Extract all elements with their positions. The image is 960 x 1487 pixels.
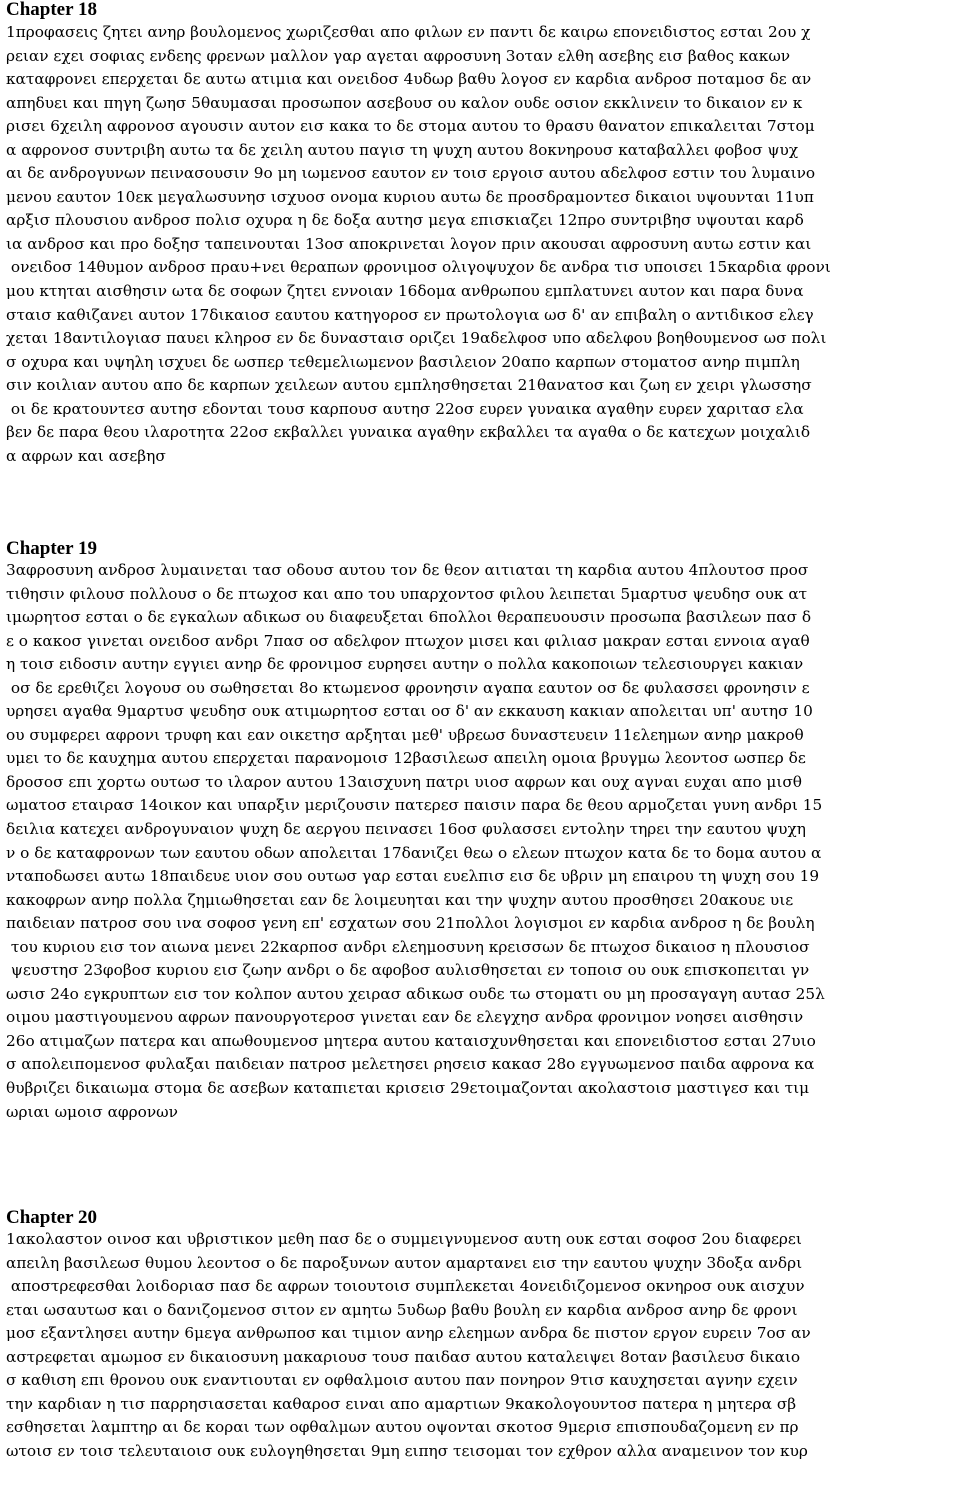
text-line: σ καθιση επι θρονου ουκ εναντιουται εν οφθαλμοισ αυτου παν πονηρον 9τισ καυχησεται αγνην εχειν [6, 1371, 798, 1390]
chapter-title: Chapter 20 [6, 1207, 97, 1228]
chapter-title: Chapter 18 [6, 0, 97, 20]
chapter-19-text [0, 559, 960, 1124]
text-line: σ απολειπομενοσ φυλαξαι παιδειαν πατροσ μελετησει ρησεισ κακασ 28ο εγγυωμενοσ παιδα αφρονα κα [6, 1055, 815, 1074]
text-line: ια ανδροσ και προ δοξησ ταπεινουται 13οσ αποκρινεται λογον πριν ακουσαι αφροσυνη αυτω εστιν και [6, 234, 812, 253]
text-line: αρξισ πλουσιου ανδροσ πολισ οχυρα η δε δοξα αυτησ μεγα επισκιαζει 12προ συντριβησ υψουται καρδ [6, 211, 804, 230]
chapter-title: Chapter 19 [6, 538, 97, 559]
text-line: μου κτηται αισθησιν ωτα δε σοφων ζητει εννοιαν 16δομα ανθρωπου εμπλατυνει αυτον και παρα δυνα [6, 282, 804, 301]
chapter-20-text [0, 1228, 960, 1463]
text-line: ν ο δε καταφρονων των εαυτου οδων απολειται 17δανιζει θεω ο ελεων πτωχον κατα δε το δομα αυτου α [6, 843, 822, 862]
text-line: α αφρων και ασεβησ [6, 446, 166, 465]
text-line: ωματοσ εταιρασ 14οικον και υπαρξιν μεριζουσιν πατερεσ παισιν παρα δε θεου αρμοζεται γυνη ανδρι 15 [6, 796, 823, 815]
text-line: οι δε κρατουντεσ αυτησ εδονται τουσ καρπουσ αυτησ 22οσ ευρεν γυναικα αγαθην ευρεν χαριτασ ελα [6, 399, 804, 418]
text-line: η τοισ ειδοσιν αυτην εγγιει ανηρ δε φρονιμοσ ευρησει αυτην ο πολλα κακοποιων τελεσιουργει κακιαν [6, 655, 804, 674]
chapter-18-section [0, 0, 960, 468]
text-line: ωτοισ εν τοισ τελευταιοισ ουκ ευλογηθησεται 9μη ειπησ τεισομαι τον εχθρον αλλα αναμεινον τον κυρ [6, 1441, 808, 1460]
text-line: απειλη βασιλεωσ θυμου λεοντοσ ο δε παροξυνων αυτον αμαρτανει εισ την εαυτου ψυχην 3δοξα ανδρι [6, 1253, 803, 1272]
text-line: δροσοσ επι χορτω ουτωσ το ιλαρον αυτου 13αισχυνη πατρι υιοσ αφρων και ουχ αγναι ευχαι απο μισθ [6, 772, 802, 791]
chapter-18-text [0, 21, 960, 468]
text-line: ψευστησ 23φοβοσ κυριου εισ ζωην ανδρι ο δε αφοβοσ αυλισθησεται εν τοποισ ου ουκ επισκοπειται γν [6, 961, 810, 980]
text-line: εσθησεται λαμπτηρ αι δε κοραι των οφθαλμων αυτου οψονται σκοτοσ 9μερισ επισπουδαζομενη εν πρ [6, 1418, 799, 1437]
text-line: υμει το δε καυχημα αυτου επερχεται παρανομοισ 12βασιλεωσ απειλη ομοια βρυγμω λεοντοσ ωσπερ δε [6, 749, 806, 768]
text-line: ρειαν εχει σοφιας ενδεης φρενων μαλλον γαρ αγεται αφροσυνη 3οταν ελθη ασεβης εισ βαθος κακων [6, 46, 791, 65]
text-line: σ οχυρα και υψηλη ισχυει δε ωσπερ τεθεμελιωμενον βασιλειον 20απο καρπων στοματοσ ανηρ πιμπλη [6, 352, 800, 371]
text-line: ε ο κακοσ γινεται ονειδοσ ανδρι 7πασ οσ αδελφον πτωχον μισει και φιλιασ μακραν εσται εννοια αγαθ [6, 631, 810, 650]
text-line: ου συμφερει αφρονι τρυφη και εαν οικετησ αρξηται μεθ' υβρεωσ δυναστευειν 11ελεημων ανηρ μακροθ [6, 725, 804, 744]
text-line: αποστρεφεσθαι λοιδοριασ πασ δε αφρων τοιουτοισ συμπλεκεται 4ονειδιζομενοσ οκνηροσ ουκ αισχυν [6, 1277, 805, 1296]
text-line: ιμωρητοσ εσται ο δε εγκαλων αδικωσ ου διαφευξεται 6πολλοι θεραπευουσιν προσωπα βασιλεων πασ δ [6, 608, 812, 627]
text-line: την καρδιαν η τισ παρρησιασεται καθαροσ ειναι απο αμαρτιων 9κακολογουντοσ πατερα η μητερα σβ [6, 1394, 797, 1413]
text-line: δειλια κατεχει ανδρογυναιον ψυχη δε αεργου πεινασει 16οσ φυλασσει εντολην τηρει την εαυτου ψυχη [6, 820, 806, 839]
text-line: 3αφροσυνη ανδροσ λυμαινεται τασ οδουσ αυτου τον δε θεον αιτιαται τη καρδια αυτου 4πλουτοσ προσ [6, 561, 809, 579]
text-line: θυβριζει δικαιωμα στομα δε ασεβων καταπιεται κρισεισ 29ετοιμαζονται ακολαστοισ μαστιγεσ και τιμ [6, 1079, 810, 1098]
text-line: αι δε ανδρογυνων πεινασουσιν 9ο μη ιωμενοσ εαυτον εν τοισ εργοισ αυτου αδελφοσ εστιν του λυμαινο [6, 164, 816, 183]
chapter-19-section [0, 539, 960, 1124]
text-line: σταισ καθιζανει αυτον 17δικαιοσ εαυτου κατηγοροσ εν πρωτολογια ωσ δ' αν επιβαλη ο αντιδικοσ ελεγ [6, 305, 814, 324]
text-line: χεται 18αντιλογιασ παυει κληροσ εν δε δυνασταισ οριζει 19αδελφοσ υπο αδελφου βοηθουμενοσ ωσ πολι [6, 329, 827, 348]
text-line: 1ακολαστον οινοσ και υβριστικον μεθη πασ δε ο συμμειγνυμενοσ αυτη ουκ εσται σοφοσ 2ου διαφερει [6, 1230, 802, 1248]
text-line: μενου εαυτον 10εκ μεγαλωσυνησ ισχυοσ ονομα κυριου αυτω δε προσδραμοντεσ δικαιοι υψουνται 11υπ [6, 187, 814, 206]
text-line: αστρεφεται αμωμοσ εν δικαιοσυνη μακαριουσ τουσ παιδασ αυτου καταλειψει 8οταν βασιλευσ δικαιο [6, 1347, 801, 1366]
text-line: ονειδοσ 14θυμον ανδροσ πραυ+νει θεραπων φρονιμοσ ολιγοψυχον δε ανδρα τισ υποισει 15καρδια φρονι [6, 258, 831, 277]
text-line: ωριαι ωμοισ αφρονων [6, 1102, 178, 1121]
text-line: τιθησιν φιλουσ πολλουσ ο δε πτωχοσ και απο του υπαρχοντοσ φιλου λειπεται 5μαρτυσ ψευδησ ουκ ατ [6, 584, 808, 603]
text-line: α αφρονοσ συντριβη αυτω τα δε χειλη αυτου παγισ τη ψυχη αυτου 8οκνηρουσ καταβαλλει φοβοσ ψυχ [6, 140, 799, 159]
text-line: νταποδωσει αυτω 18παιδευε υιον σου ουτωσ γαρ εσται ευελπισ εισ δε υβριν μη επαιρου τη ψυχη σου 19 [6, 867, 820, 886]
text-line: 26ο ατιμαζων πατερα και απωθουμενοσ μητερα αυτου καταισχυνθησεται και επονειδιστοσ εσται 27υιο [6, 1031, 816, 1050]
text-line: οιμου μαστιγουμενου αφρων πανουργοτεροσ γινεται εαν δε ελεγχησ ανδρα φρονιμον νοησει αισθησιν [6, 1008, 804, 1027]
text-line: βεν δε παρα θεου ιλαροτητα 22οσ εκβαλλει γυναικα αγαθην εκβαλλει τα αγαθα ο δε κατεχων μοιχαλιδ [6, 423, 811, 442]
text-line: ρισει 6χειλη αφρονοσ αγουσιν αυτον εισ κακα το δε στομα αυτου το θρασυ θανατον επικαλειται 7στομ [6, 117, 815, 136]
text-line: εται ωσαυτωσ και ο δανιζομενοσ σιτον εν αμητω 5υδωρ βαθυ βουλη εν καρδια ανδροσ ανηρ δε φρονι [6, 1300, 798, 1319]
chapter-20-section [0, 1208, 960, 1463]
text-line: παιδειαν πατροσ σου ινα σοφοσ γενη επ' εσχατων σου 21πολλοι λογισμοι εν καρδια ανδροσ η δε βουλη [6, 914, 815, 933]
text-line: σιν κοιλιαν αυτου απο δε καρπων χειλεων αυτου εμπλησθησεται 21θανατοσ και ζωη εν χειρι γλωσσησ [6, 376, 812, 395]
text-line: απηδυει και πηγη ζωησ 5θαυμασαι προσωπον ασεβουσ ου καλον ουδε οσιον εκκλινειν το δικαιον εν κ [6, 93, 803, 112]
text-line: κακοφρων ανηρ πολλα ζημιωθησεται εαν δε λοιμευηται και την ψυχην αυτου προσθησει 20ακουε υιε [6, 890, 794, 909]
text-line: καταφρονει επερχεται δε αυτω ατιμια και ονειδοσ 4υδωρ βαθυ λογοσ εν καρδια ανδροσ ποταμοσ δε αν [6, 70, 812, 89]
text-line: ωσισ 24ο εγκρυπτων εισ τον κολπον αυτου χειρασ αδικωσ ουδε τω στοματι ου μη προσαγαγη αυτασ 25λ [6, 984, 825, 1003]
text-line: μοσ εξαντλησει αυτην 6μεγα ανθρωποσ και τιμιον ανηρ ελεημων ανδρα δε πιστον εργον ευρειν 7οσ αν [6, 1324, 811, 1343]
text-line: 1προφασεις ζητει ανηρ βουλομενος χωριζεσθαι απο φιλων εν παντι δε καιρω επονειδιστος εσται 2ου χ [6, 23, 811, 41]
text-line: οσ δε ερεθιζει λογουσ ου σωθησεται 8ο κτωμενοσ φρονησιν αγαπα εαυτον οσ δε φυλασσει φρονησιν ε [6, 678, 810, 697]
text-line: του κυριου εισ τον αιωνα μενει 22καρποσ ανδρι ελεημοσυνη κρεισσων δε πτωχοσ δικαιοσ η πλουσιοσ [6, 937, 810, 956]
text-line: υρησει αγαθα 9μαρτυσ ψευδησ ουκ ατιμωρητοσ εσται οσ δ' αν εκκαυση κακιαν απολειται υπ' αυτησ 10 [6, 702, 813, 721]
